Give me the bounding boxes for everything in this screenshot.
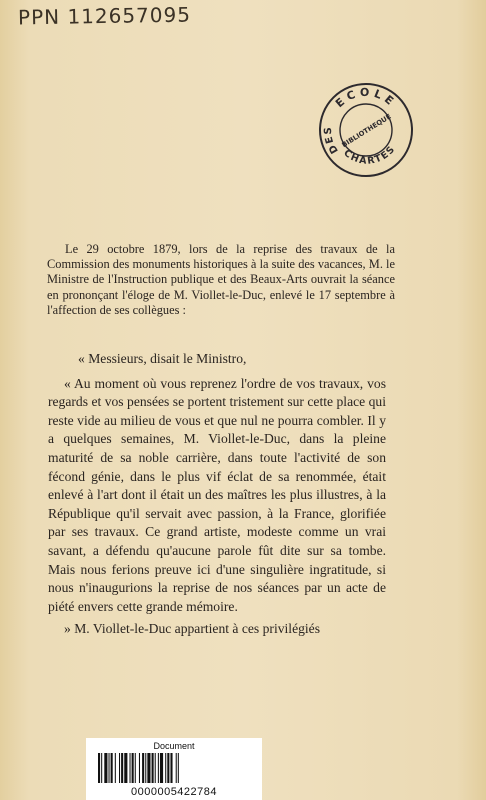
quote-paragraph-continuation: » M. Viollet-le-Duc appartient à ces privilégiés (64, 621, 320, 637)
stamp-chartes: CHARTES (341, 143, 398, 167)
stamp-ecole: ECOLE (333, 85, 399, 111)
speech-quote (48, 350, 386, 643)
stamp-bibliotheque: BIBLIOTHEQUE (340, 112, 393, 150)
intro-text: Le 29 octobre 1879, lors de la reprise des travaux de la Commission des monuments historiques à la suite des vacances, M. le Ministre de l'Instruction publique et des Beaux-Arts ouvrait la séance en prononçant l'éloge de M. Viollet-le-Duc, enlevé le 17 septembre à l'affection de ses collègues : (47, 242, 395, 317)
ppn-handwritten-note: PPN 112657095 (17, 2, 192, 30)
library-stamp (316, 80, 416, 180)
barcode-number: 0000005422784 (130, 786, 218, 798)
intro-paragraph (47, 242, 395, 318)
barcode-title: Document (153, 741, 195, 751)
quote-opening: « Messieurs, disait le Ministro, (78, 351, 247, 366)
stamp-des: DES (323, 125, 341, 156)
barcode-label (86, 738, 262, 800)
barcode-bars (98, 753, 250, 783)
quote-paragraph: « Au moment où vous reprenez l'ordre de vos travaux, vos regards et vos pensées se portent tristement sur cette place qui reste vide au milieu de vous et que nul ne pourra combler. Il y a quelques semaines, M. Viollet-le-Duc, dans la pleine maturité de sa noble carrière, dans toute l'activité de son fécond génie, dans le plus vif éclat de sa renommée, était enlevé à l'art dont il était un des maîtres les plus illustres, à la République qu'il servait avec passion, à la France, glorifiée par ses travaux. Ce grand artiste, modeste comme un vrai savant, a défendu qu'aucune parole fût dite sur sa tombe. Mais nous ferions preuve ici d'une singulière ingratitude, si nous n'inaugurions la reprise de nos séances par un acte de piété envers cette grande mémoire. (48, 375, 386, 614)
